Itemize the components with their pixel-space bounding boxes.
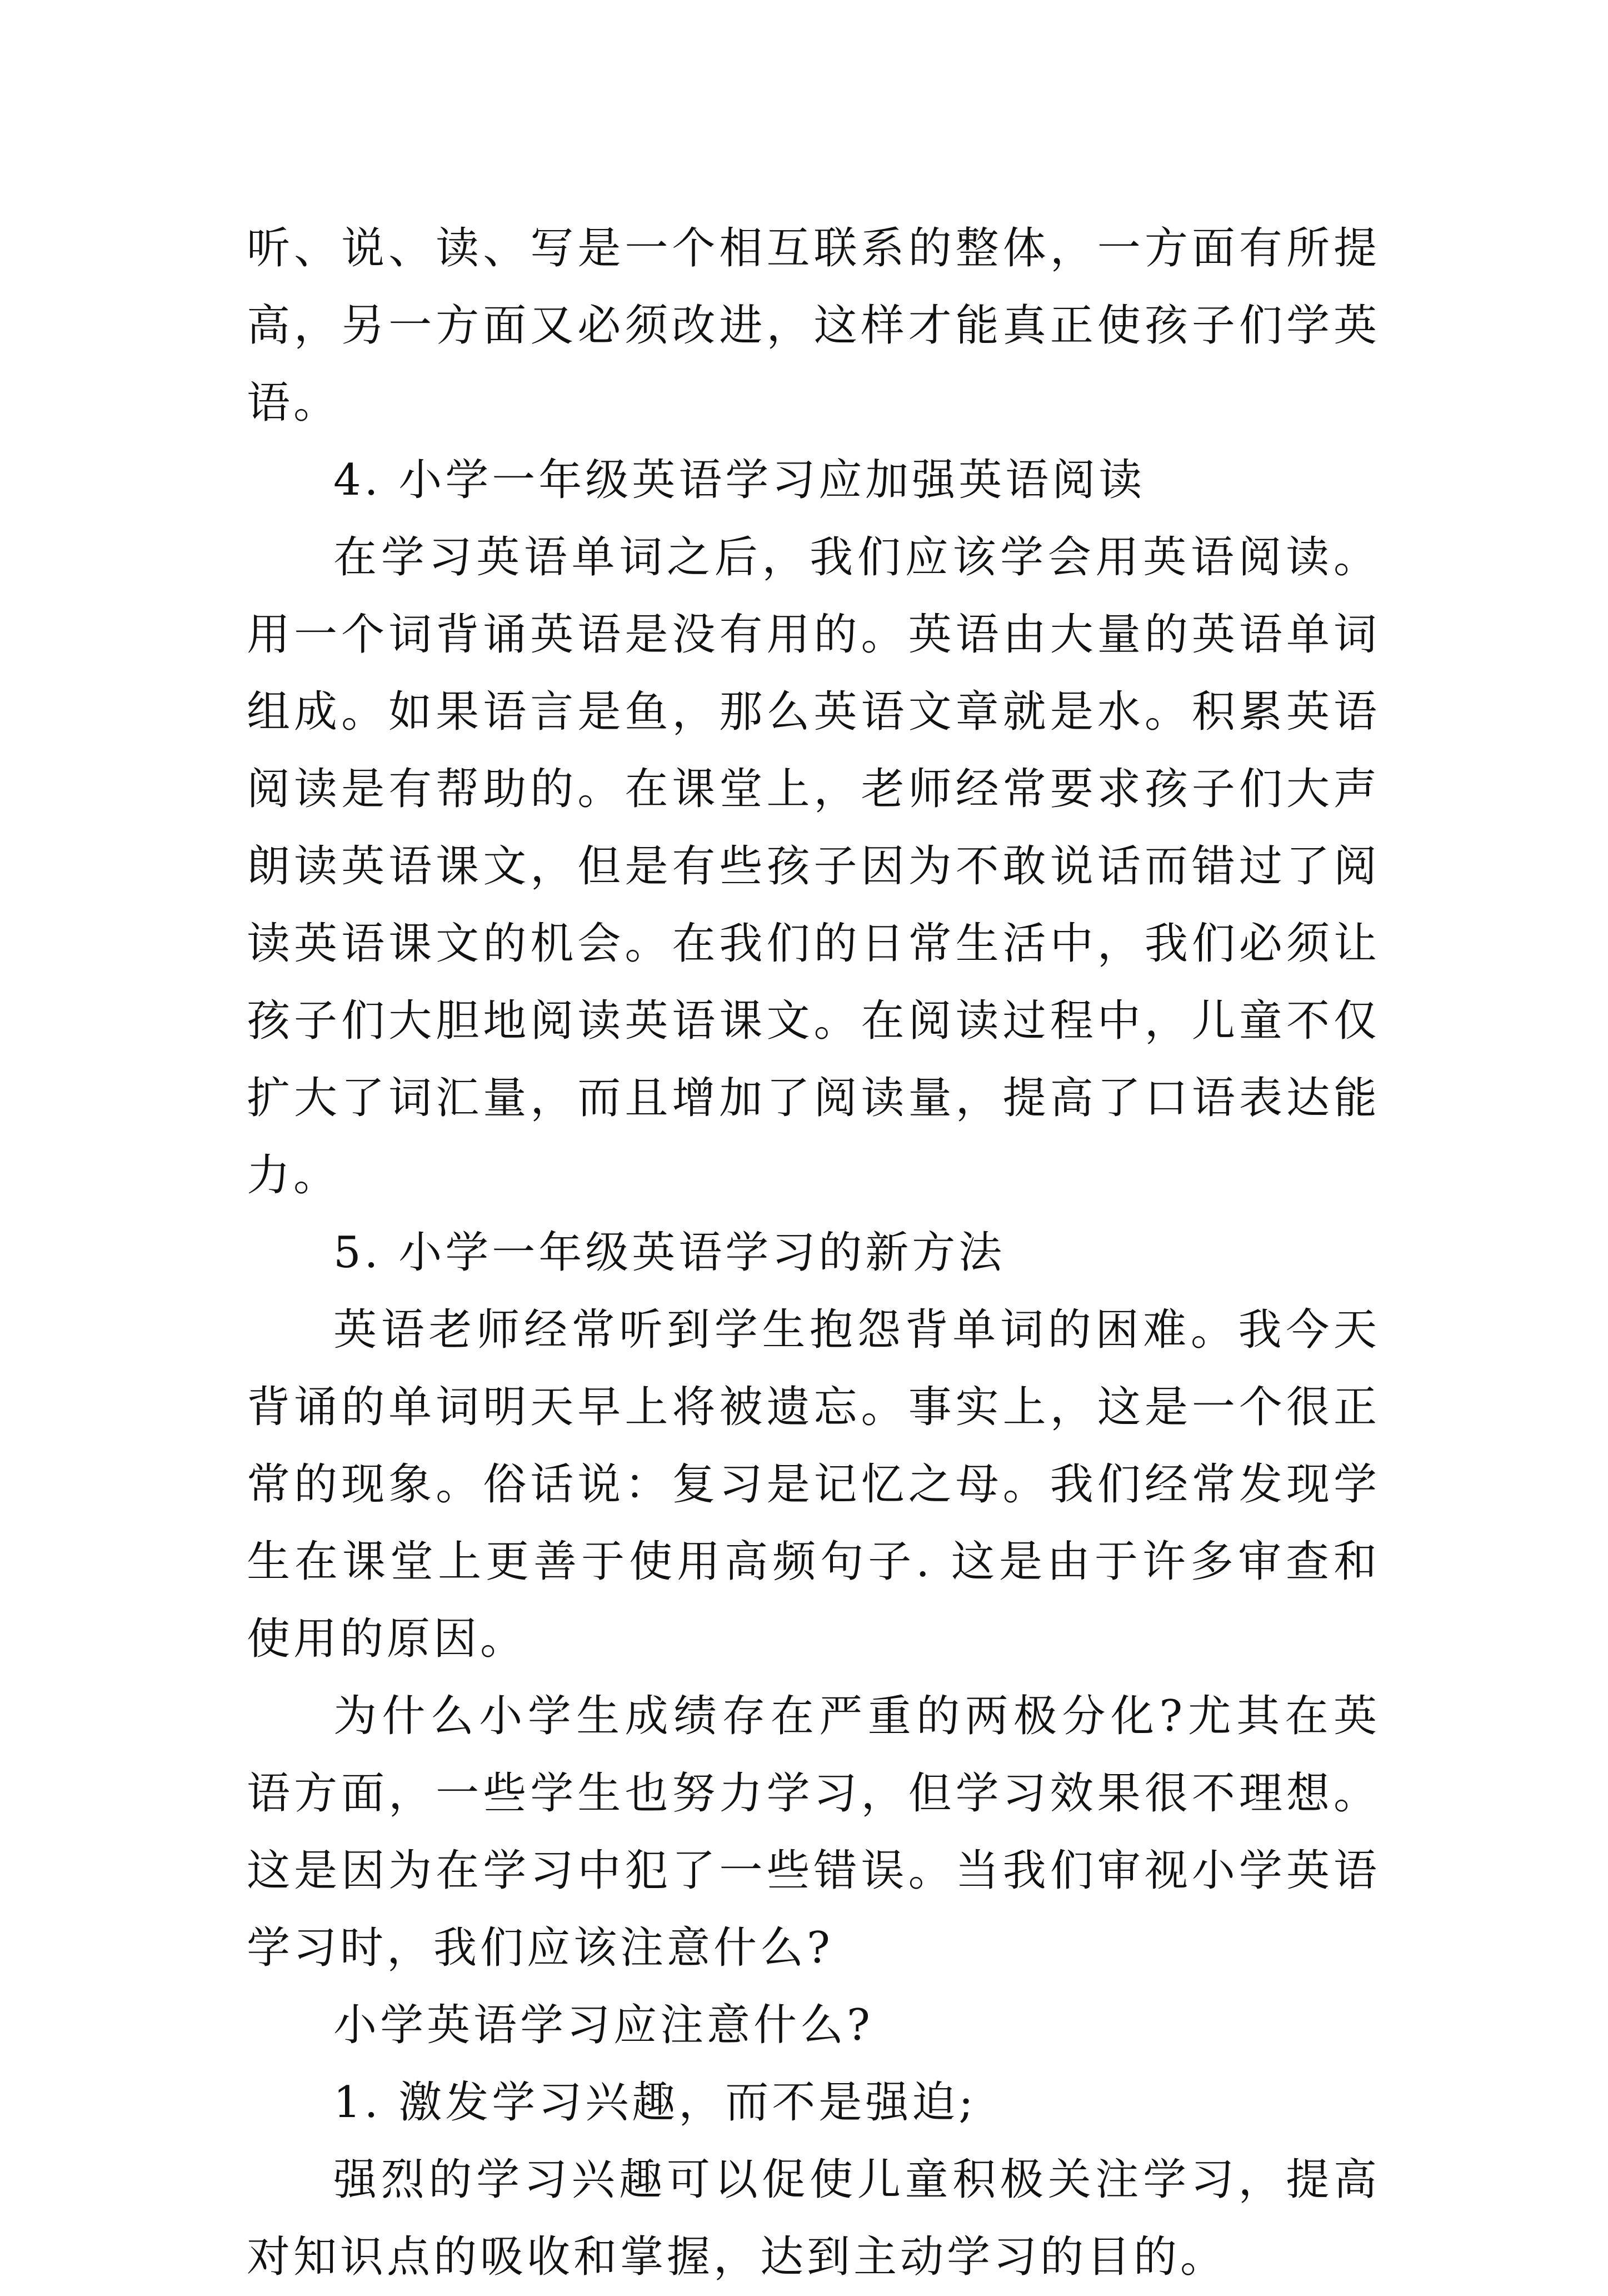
list-item-1: 1. 激发学习兴趣，而不是强迫;: [333, 2078, 977, 2128]
question-heading: 小学英语学习应注意什么?: [333, 2000, 873, 2050]
paragraph-interest: 强烈的学习兴趣可以促使儿童积极关注学习，提高对知识点的吸收和掌握，达到主动学习的目的。: [247, 2155, 1380, 2282]
section-heading-4: 4. 小学一年级英语学习应加强英语阅读: [333, 455, 1146, 505]
paragraph-listening-speaking: 听、说、读、写是一个相互联系的整体，一方面有所提高，另一方面又必须改进，这样才能真正使孩子们学英语。: [247, 223, 1380, 428]
document-body: [247, 210, 1380, 2296]
paragraph-reading: 在学习英语单词之后，我们应该学会用英语阅读。用一个词背诵英语是没有用的。英语由大量的英语单词组成。如果语言是鱼，那么英语文章就是水。积累英语阅读是有帮助的。在课堂上，老师经常要求孩子们大声朗读英语课文，但是有些孩子因为不敢说话而错过了阅读英语课文的机会。在我们的日常生活中，我们必须让孩子们大胆地阅读英语课文。在阅读过程中，儿童不仅扩大了词汇量，而且增加了阅读量，提高了口语表达能力。: [247, 532, 1380, 1201]
section-heading-5: 5. 小学一年级英语学习的新方法: [333, 1228, 1006, 1278]
paragraph-polarization: 为什么小学生成绩存在严重的两极分化?尤其在英语方面，一些学生也努力学习，但学习效果很不理想。这是因为在学习中犯了一些错误。当我们审视小学英语学习时，我们应该注意什么?: [247, 1691, 1380, 1973]
paragraph-vocabulary: 英语老师经常听到学生抱怨背单词的困难。我今天背诵的单词明天早上将被遗忘。事实上，这是一个很正常的现象。俗话说：复习是记忆之母。我们经常发现学生在课堂上更善于使用高频句子. 这是由于许多审查和使用的原因。: [247, 1305, 1380, 1664]
